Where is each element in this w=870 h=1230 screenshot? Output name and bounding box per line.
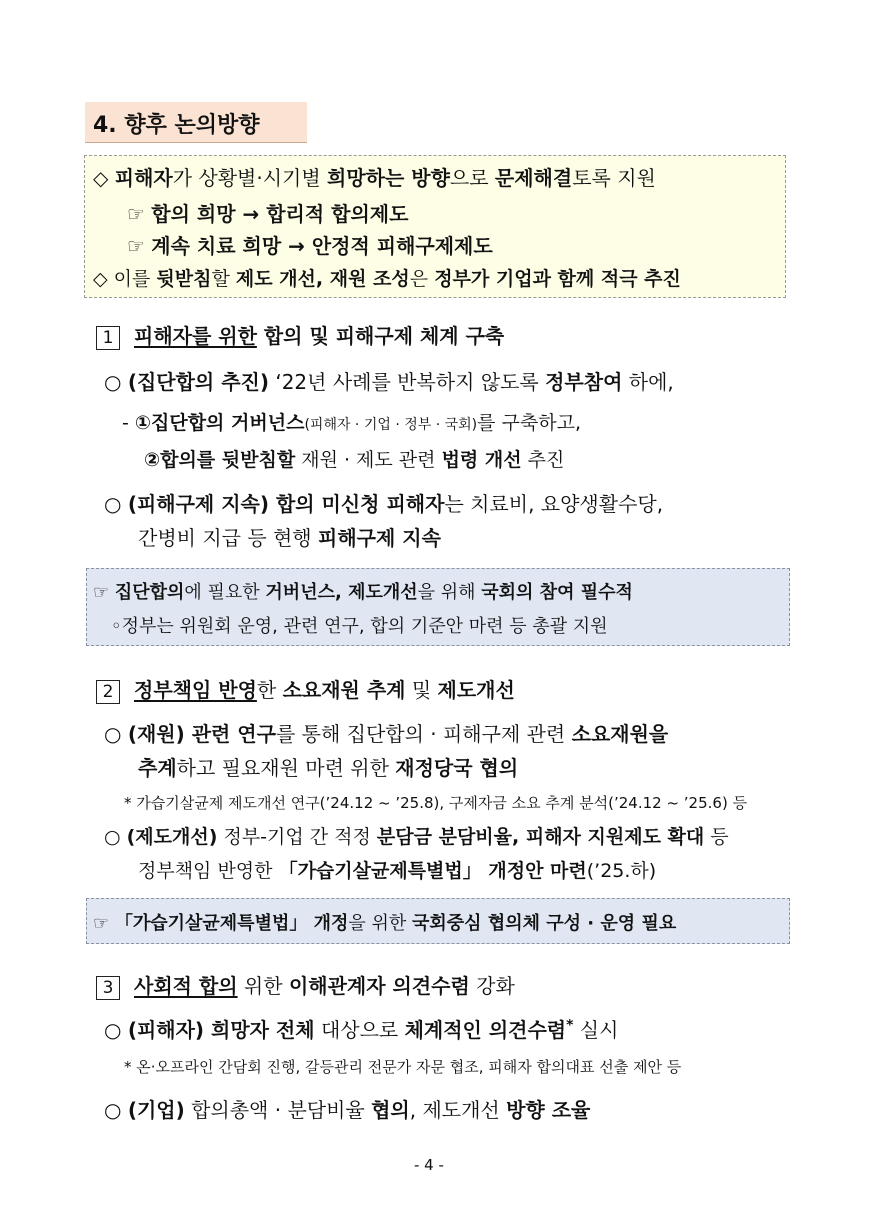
pointing-hand-icon: ☞ <box>127 202 152 226</box>
text-bold: 소요재원을 <box>571 722 669 746</box>
item-3-heading <box>96 970 515 1000</box>
summary-line-1 <box>93 162 656 191</box>
text-bold: 집단합의 <box>114 582 185 603</box>
text-bold: 협의 <box>371 1098 410 1122</box>
text-bold: 국회의 참여 필수적 <box>481 582 633 603</box>
item-1-sub-1 <box>122 408 581 435</box>
text: 는 치료비, 요양생활수당, <box>444 492 664 516</box>
text: 할 <box>211 268 236 290</box>
page-number: - 4 - <box>414 1156 444 1174</box>
item-number: 1 <box>96 326 120 350</box>
text: 실시 <box>573 1018 619 1042</box>
dash: - <box>122 412 135 434</box>
item-2-bullet-2 <box>104 822 729 849</box>
callout-line-2: ◦정부는 위원회 운영, 관련 연구, 합의 기준안 마련 등 총괄 지원 <box>111 616 608 637</box>
text-bold: 정부가 기업과 함께 적극 추진 <box>434 268 681 290</box>
text-bold: 법령 개선 <box>441 449 522 471</box>
text-bold: 제도 개선, 재원 조성 <box>235 268 410 290</box>
text: 정부책임 반영한 <box>138 860 279 882</box>
text-bold: 희망하는 방향 <box>327 166 450 190</box>
text: 위한 <box>237 974 289 998</box>
text-small: (피해자 · 기업 · 정부 · 국회) <box>304 417 478 433</box>
text-bold: (재원) 관련 연구 <box>127 722 276 746</box>
pointing-hand-icon: ☞ <box>127 234 152 258</box>
item-2-bullet-2-cont <box>138 856 656 883</box>
text-bold: 문제해결 <box>494 166 573 190</box>
item-3-bullet-2 <box>104 1094 590 1123</box>
text-bold: 「가습기살균제특별법」 개정 <box>114 913 349 934</box>
text: 하고 필요재원 마련 위한 <box>176 756 396 780</box>
pointing-hand-icon: ☞ <box>93 913 115 934</box>
text: 등 <box>704 826 729 848</box>
text-bold: 피해구제 지속 <box>318 526 441 550</box>
text: 간병비 지급 등 현행 <box>138 526 318 550</box>
summary-box <box>84 155 786 298</box>
circle-bullet-icon: ○ <box>104 826 127 848</box>
text-bold: 재정당국 협의 <box>395 756 519 780</box>
circle-bullet-icon: ○ <box>104 370 128 394</box>
item-2-bullet-1-cont <box>138 752 518 781</box>
item-1-bullet-1 <box>104 366 674 395</box>
text-bold: 정부참여 <box>545 370 623 394</box>
text: 토록 지원 <box>572 166 656 190</box>
pointing-hand-icon: ☞ <box>93 582 115 603</box>
summary-line-2 <box>127 198 408 227</box>
text-bold: ①집단합의 거버넌스 <box>134 412 305 434</box>
text: 및 <box>405 678 438 702</box>
text: 정부-기업 간 적정 <box>217 826 377 848</box>
item-2-bullet-1 <box>104 718 668 747</box>
text: ◇ 이를 <box>93 268 157 290</box>
item-number: 2 <box>96 680 120 704</box>
text-bold: 국회중심 협의체 구성 · 운영 필요 <box>412 913 677 934</box>
footnote-marker: * <box>566 1017 574 1034</box>
text-bold: 체계적인 의견수렴 <box>404 1018 567 1042</box>
item-1-heading <box>96 320 504 350</box>
text-bold: (집단합의 추진) <box>127 370 269 394</box>
diamond-icon: ◇ <box>93 166 115 190</box>
item-1-bullet-2 <box>104 488 663 517</box>
text: 에 필요한 <box>184 582 266 603</box>
text: 을 위한 <box>348 913 413 934</box>
heading-underlined: 정부책임 반영 <box>134 678 257 702</box>
item-number: 3 <box>96 976 120 1000</box>
text: 한 <box>256 678 283 702</box>
text: 재원 · 제도 관련 <box>295 449 442 471</box>
text-bold: 분담금 분담비율, 피해자 지원제도 확대 <box>376 826 705 848</box>
text: 을 위해 <box>417 582 482 603</box>
text-bold: 뒷받침 <box>156 268 212 290</box>
text-bold: 합의 희망 → 합리적 합의제도 <box>151 202 409 226</box>
section-title: 4. 향후 논의방향 <box>93 113 260 138</box>
text-bold: 소요재원 추계 <box>282 678 406 702</box>
text: 강화 <box>469 974 515 998</box>
text-bold: 피해자 <box>114 166 173 190</box>
text-bold: 이해관계자 의견수렴 <box>288 974 470 998</box>
text-bold: 방향 조율 <box>506 1098 591 1122</box>
item-1-bullet-2-cont <box>138 522 441 551</box>
text: 하에, <box>622 370 674 394</box>
text: 으로 <box>449 166 495 190</box>
text-bold: ②합의를 뒷받침할 <box>144 449 296 471</box>
text-bold: 제도개선 <box>437 678 515 702</box>
text-bold: (피해자) 희망자 전체 <box>127 1018 315 1042</box>
text-bold: (피해구제 지속) 합의 미신청 피해자 <box>127 492 445 516</box>
item-2-callout <box>86 898 790 944</box>
text-bold: 「가습기살균제특별법」 개정안 마련 <box>278 860 587 882</box>
item-3-bullet-1 <box>104 1014 618 1043</box>
text: 를 구축하고, <box>477 412 582 434</box>
text-bold: 추계 <box>138 756 177 780</box>
item-3-note: * 온·오프라인 간담회 진행, 갈등관리 전문가 자문 협조, 피해자 합의대표 선출 제안 등 <box>124 1058 682 1076</box>
circle-bullet-icon: ○ <box>104 1018 128 1042</box>
text: 추진 <box>521 449 565 471</box>
text: 를 통해 집단합의 · 피해구제 관련 <box>275 722 572 746</box>
section-header <box>85 102 307 143</box>
item-1-callout <box>86 568 790 646</box>
circle-bullet-icon: ○ <box>104 1098 128 1122</box>
text-bold: 계속 치료 희망 → 안정적 피해구제제도 <box>151 234 493 258</box>
summary-line-3 <box>127 230 493 259</box>
heading-text: 합의 및 피해구제 체계 구축 <box>256 324 505 348</box>
text: (’25.하) <box>586 860 657 882</box>
callout-line <box>93 909 676 935</box>
circle-bullet-icon: ○ <box>104 492 128 516</box>
text: 합의총액 · 분담비율 <box>184 1098 372 1122</box>
text: ‘22년 사례를 반복하지 않도록 <box>268 370 546 394</box>
callout-line-1 <box>93 578 633 604</box>
text-bold: 거버넌스, 제도개선 <box>265 582 418 603</box>
circle-bullet-icon: ○ <box>104 722 128 746</box>
heading-underlined: 사회적 합의 <box>134 974 238 998</box>
text: 대상으로 <box>314 1018 405 1042</box>
summary-line-4 <box>93 264 681 291</box>
item-1-sub-2 <box>144 445 564 472</box>
text: , 제도개선 <box>409 1098 507 1122</box>
item-2-heading <box>96 674 515 704</box>
text: 가 상황별·시기별 <box>172 166 328 190</box>
heading-underlined: 피해자를 위한 <box>134 324 257 348</box>
item-2-note: * 가습기살균제 제도개선 연구(’24.12 ~ ’25.8), 구제자금 소요 추계 분석(’24.12 ~ ’25.6) 등 <box>124 794 748 812</box>
text: 은 <box>409 268 435 290</box>
text-bold: (제도개선) <box>126 826 218 848</box>
text-bold: (기업) <box>127 1098 185 1122</box>
